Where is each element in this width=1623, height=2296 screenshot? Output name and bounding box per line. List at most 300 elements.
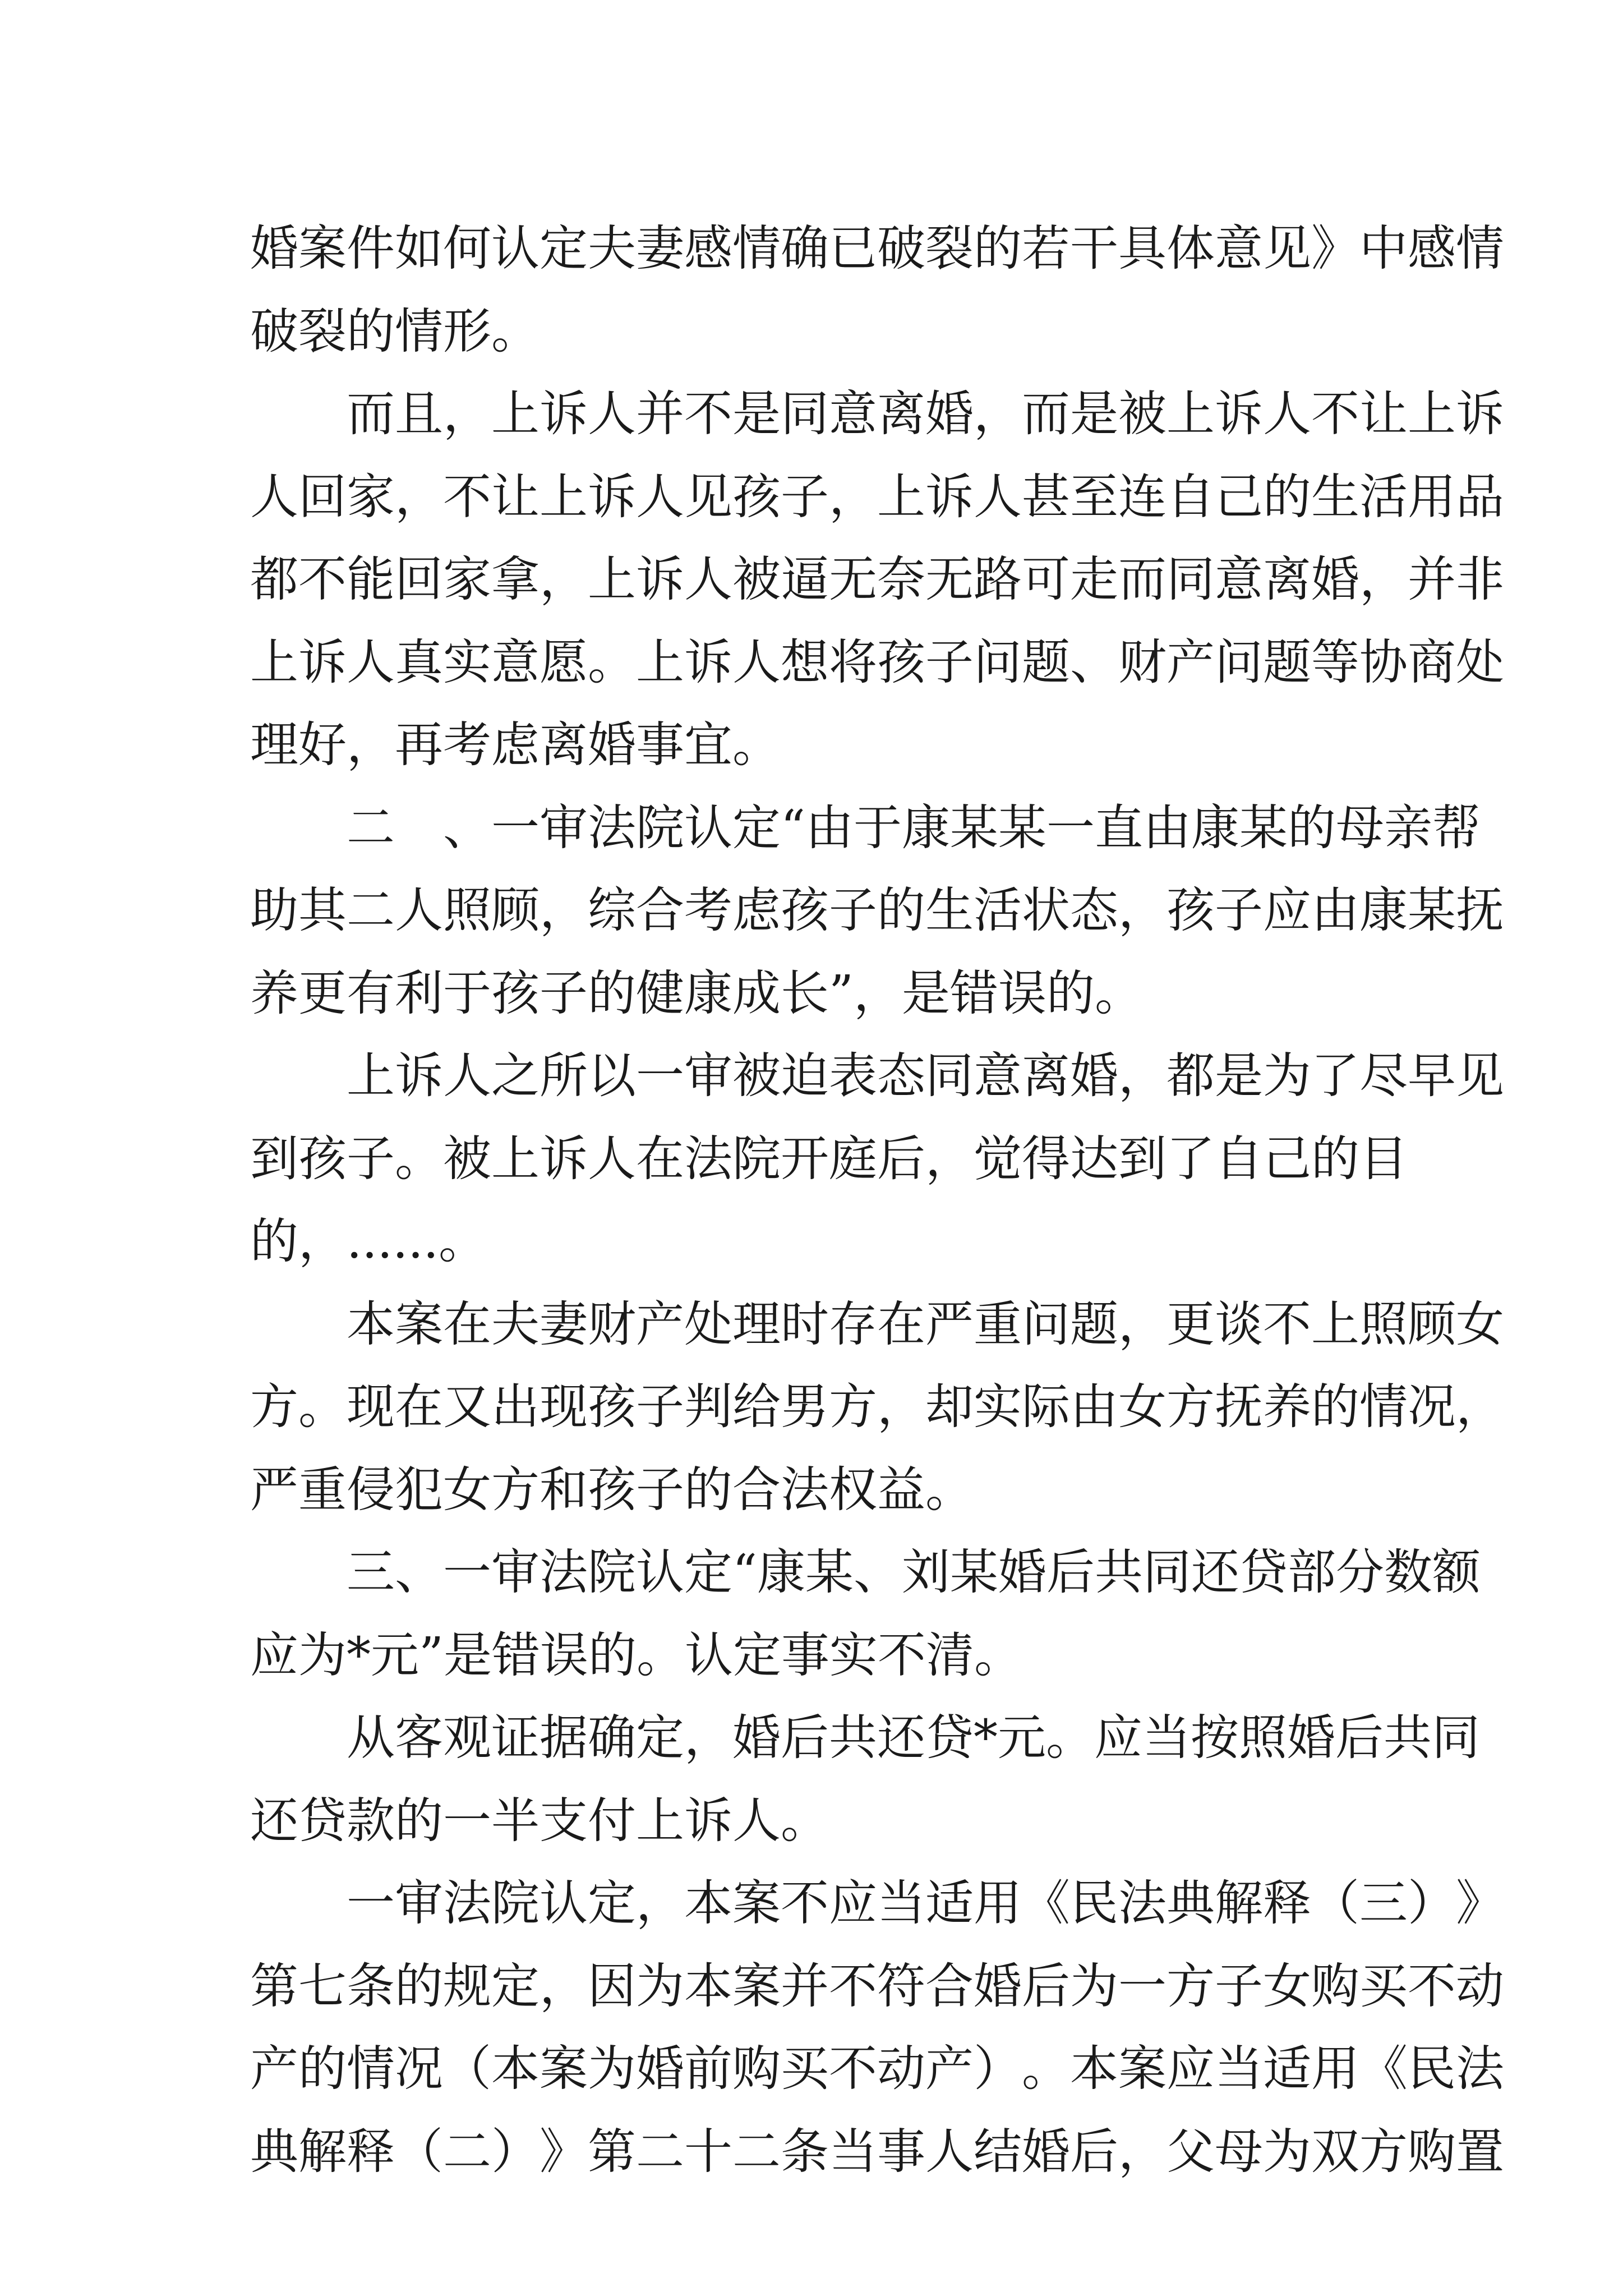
glyph: 态 xyxy=(877,1048,925,1104)
glyph: 甚 xyxy=(1022,468,1070,525)
glyph: 人 xyxy=(347,634,395,691)
text-line xyxy=(250,373,1504,456)
glyph: 考 xyxy=(684,882,732,938)
glyph: 动 xyxy=(1456,1958,1504,2014)
glyph: 活 xyxy=(974,882,1022,938)
glyph: 回 xyxy=(298,468,347,525)
glyph: 本 xyxy=(684,1958,732,2014)
text-line xyxy=(250,1862,1504,1945)
glyph: 一 xyxy=(443,1544,491,1600)
glyph: 况 xyxy=(395,2041,443,2097)
glyph: 动 xyxy=(877,2041,925,2097)
glyph: 额 xyxy=(1432,1544,1481,1600)
text-line xyxy=(250,2028,1504,2111)
glyph: 问 xyxy=(1022,1296,1070,1352)
glyph: ， xyxy=(1118,1296,1166,1352)
glyph: 女 xyxy=(1118,1379,1166,1435)
glyph: 孩 xyxy=(298,1130,347,1187)
glyph: 给 xyxy=(732,1379,781,1435)
text-line xyxy=(250,1035,1504,1118)
glyph: 适 xyxy=(925,1875,974,1931)
glyph: “ xyxy=(732,1544,757,1600)
glyph: 奈 xyxy=(877,551,925,608)
glyph: 证 xyxy=(491,1710,540,1766)
glyph: 孩 xyxy=(588,1379,636,1435)
glyph: 后 xyxy=(1022,1958,1070,2014)
glyph: 不 xyxy=(684,386,732,442)
glyph: 到 xyxy=(250,1130,298,1187)
glyph: 后 xyxy=(877,1130,925,1187)
glyph: 康 xyxy=(901,799,950,856)
glyph: 顾 xyxy=(491,882,540,938)
glyph: 本 xyxy=(347,1296,395,1352)
glyph: 当 xyxy=(1215,2041,1263,2097)
glyph: 孩 xyxy=(1166,882,1215,938)
glyph xyxy=(298,787,347,870)
glyph: 能 xyxy=(347,551,395,608)
glyph: 本 xyxy=(1070,2041,1118,2097)
glyph: 婚 xyxy=(250,220,298,277)
glyph: 表 xyxy=(829,1048,877,1104)
glyph: 民 xyxy=(1070,1875,1118,1931)
glyph: ， xyxy=(829,468,877,525)
glyph xyxy=(298,1862,347,1945)
glyph: 走 xyxy=(1070,551,1118,608)
glyph: 理 xyxy=(732,1296,781,1352)
glyph: 。 xyxy=(395,1130,443,1187)
glyph: ， xyxy=(540,1958,588,2014)
glyph: 购 xyxy=(1311,1958,1359,2014)
glyph xyxy=(395,787,443,870)
glyph: 诉 xyxy=(540,386,588,442)
glyph: 愿 xyxy=(540,634,588,691)
glyph: 二 xyxy=(347,882,395,938)
glyph: 第 xyxy=(250,1958,298,2014)
glyph: 购 xyxy=(1408,2123,1456,2180)
glyph: 照 xyxy=(1359,1296,1408,1352)
glyph: 方 xyxy=(1359,2123,1408,2180)
glyph: 。 xyxy=(1046,1710,1094,1766)
glyph: 用 xyxy=(974,1875,1022,1931)
glyph: 问 xyxy=(1215,634,1263,691)
glyph: 元 xyxy=(998,1710,1046,1766)
glyph: 子 xyxy=(925,634,974,691)
glyph: ， xyxy=(540,882,588,938)
glyph: 的 xyxy=(974,220,1022,277)
glyph: 真 xyxy=(395,634,443,691)
glyph: 从 xyxy=(347,1710,395,1766)
paragraph xyxy=(250,787,1504,1036)
glyph: 想 xyxy=(781,634,829,691)
glyph: 拿 xyxy=(491,551,540,608)
glyph: 由 xyxy=(1311,882,1359,938)
glyph: 后 xyxy=(781,1710,829,1766)
glyph: 定 xyxy=(491,1958,540,2014)
glyph: 又 xyxy=(443,1379,491,1435)
glyph: 干 xyxy=(1070,220,1118,277)
glyph: 婚 xyxy=(1070,1048,1118,1104)
glyph: 父 xyxy=(1166,2123,1215,2180)
glyph: 重 xyxy=(974,1296,1022,1352)
glyph: 上 xyxy=(877,468,925,525)
glyph: 虑 xyxy=(732,882,781,938)
glyph: 上 xyxy=(1408,386,1456,442)
glyph: 诉 xyxy=(588,468,636,525)
glyph: 不 xyxy=(1311,386,1359,442)
glyph: 二 xyxy=(636,2123,684,2180)
glyph: 逼 xyxy=(781,551,829,608)
glyph: 观 xyxy=(443,1710,491,1766)
glyph: 态 xyxy=(1070,882,1118,938)
glyph: 实 xyxy=(443,634,491,691)
glyph: 助 xyxy=(250,882,298,938)
glyph: 诉 xyxy=(636,551,684,608)
glyph: ， xyxy=(395,468,443,525)
glyph: 法 xyxy=(443,1875,491,1931)
glyph: 谈 xyxy=(1215,1296,1263,1352)
glyph: 其 xyxy=(298,882,347,938)
glyph: 将 xyxy=(829,634,877,691)
glyph: 现 xyxy=(540,1379,588,1435)
glyph: 院 xyxy=(491,1875,540,1931)
glyph: 无 xyxy=(829,551,877,608)
glyph xyxy=(250,373,298,456)
glyph: 母 xyxy=(1215,2123,1263,2180)
glyph: 意 xyxy=(974,1048,1022,1104)
glyph: 上 xyxy=(347,1048,395,1104)
glyph: 。 xyxy=(298,1379,347,1435)
glyph: 可 xyxy=(1022,551,1070,608)
text-line xyxy=(250,787,1481,870)
glyph: 典 xyxy=(1166,1875,1215,1931)
glyph: 适 xyxy=(1263,2041,1311,2097)
glyph: 存 xyxy=(829,1296,877,1352)
glyph: 上 xyxy=(1166,386,1215,442)
glyph: 案 xyxy=(732,1958,781,2014)
glyph xyxy=(298,1697,347,1780)
glyph: 何 xyxy=(443,220,491,277)
glyph: 人 xyxy=(588,386,636,442)
glyph: 合 xyxy=(636,882,684,938)
glyph: 体 xyxy=(1166,220,1215,277)
glyph xyxy=(298,1035,347,1118)
glyph: 人 xyxy=(443,1048,491,1104)
glyph: 方 xyxy=(829,1379,877,1435)
glyph: 子 xyxy=(781,468,829,525)
glyph: 应 xyxy=(829,1875,877,1931)
glyph: 共 xyxy=(1384,1710,1432,1766)
glyph: 。 xyxy=(588,634,636,691)
glyph: 买 xyxy=(781,2041,829,2097)
glyph: 题 xyxy=(1263,634,1311,691)
glyph: 确 xyxy=(781,220,829,277)
glyph: 而 xyxy=(347,386,395,442)
glyph: 是 xyxy=(1070,386,1118,442)
glyph: “ xyxy=(781,799,805,856)
glyph: 意 xyxy=(491,634,540,691)
glyph: ） xyxy=(491,2123,540,2180)
glyph: 自 xyxy=(1166,468,1215,525)
glyph: 婚 xyxy=(732,1710,781,1766)
glyph: 产 xyxy=(925,2041,974,2097)
glyph: 见 xyxy=(684,468,732,525)
glyph: 规 xyxy=(443,1958,491,2014)
glyph: 确 xyxy=(588,1710,636,1766)
glyph: 前 xyxy=(684,2041,732,2097)
glyph: 路 xyxy=(974,551,1022,608)
glyph: 某 xyxy=(949,799,998,856)
glyph: 定 xyxy=(636,1710,684,1766)
glyph: 家 xyxy=(443,551,491,608)
glyph: 尽 xyxy=(1359,1048,1408,1104)
glyph: 庭 xyxy=(829,1130,877,1187)
glyph: 同 xyxy=(1432,1710,1480,1766)
text-line xyxy=(250,1697,1480,1780)
glyph: 且 xyxy=(395,386,443,442)
glyph: 合 xyxy=(925,1958,974,2014)
glyph: 觉 xyxy=(974,1130,1022,1187)
glyph: 为 xyxy=(636,1958,684,2014)
glyph: 照 xyxy=(443,882,491,938)
glyph: 以 xyxy=(588,1048,636,1104)
glyph: 解 xyxy=(1215,1875,1263,1931)
glyph: 应 xyxy=(1166,2041,1215,2097)
glyph: 民 xyxy=(1408,2041,1456,2097)
glyph: 双 xyxy=(1311,2123,1359,2180)
glyph: 婚 xyxy=(1022,2123,1070,2180)
glyph: 协 xyxy=(1359,634,1408,691)
glyph: 的 xyxy=(1311,1130,1359,1187)
glyph: 还 xyxy=(1191,1544,1239,1600)
glyph: 应 xyxy=(1094,1710,1142,1766)
glyph: 目 xyxy=(1359,1130,1408,1187)
glyph: 离 xyxy=(877,386,925,442)
glyph: * xyxy=(974,1710,998,1766)
glyph: 三 xyxy=(347,1544,395,1600)
glyph: 当 xyxy=(829,2123,877,2180)
glyph: 情 xyxy=(732,220,781,277)
glyph: 人 xyxy=(1263,386,1311,442)
glyph: 离 xyxy=(1022,1048,1070,1104)
glyph: 并 xyxy=(1408,551,1456,608)
glyph: 案 xyxy=(1118,2041,1166,2097)
glyph: 如 xyxy=(395,220,443,277)
paragraph xyxy=(250,1697,1480,1862)
text-line xyxy=(250,869,1504,953)
glyph: 后 xyxy=(1046,1544,1095,1600)
glyph: 的 xyxy=(1263,468,1311,525)
glyph: 被 xyxy=(732,551,781,608)
glyph: 养 xyxy=(1263,1379,1311,1435)
glyph: 上 xyxy=(491,386,540,442)
glyph: 方 xyxy=(1166,1379,1215,1435)
glyph: 本 xyxy=(491,2041,540,2097)
glyph: 上 xyxy=(1311,1296,1359,1352)
glyph: 在 xyxy=(395,1379,443,1435)
glyph: 《 xyxy=(1359,2041,1408,2097)
glyph xyxy=(250,787,298,870)
glyph: 诉 xyxy=(540,1130,588,1187)
glyph: 实 xyxy=(974,1379,1022,1435)
glyph: ， xyxy=(925,1130,974,1187)
glyph: 产 xyxy=(636,1296,684,1352)
glyph: 一 xyxy=(1118,1958,1166,2014)
glyph xyxy=(298,1531,347,1614)
glyph: 见 xyxy=(1456,1048,1504,1104)
glyph: 子 xyxy=(1215,882,1263,938)
glyph: 一 xyxy=(491,799,540,856)
glyph: 抚 xyxy=(1215,1379,1263,1435)
glyph: 生 xyxy=(1311,468,1359,525)
glyph: 上 xyxy=(540,468,588,525)
glyph: 释 xyxy=(347,2123,395,2180)
glyph: 而 xyxy=(1118,551,1166,608)
glyph: 还 xyxy=(877,1710,925,1766)
glyph: 财 xyxy=(1118,634,1166,691)
glyph xyxy=(250,1531,298,1614)
glyph xyxy=(250,1283,298,1366)
text-line xyxy=(250,1366,1504,1449)
glyph: 品 xyxy=(1456,468,1504,525)
glyph: 己 xyxy=(1215,468,1263,525)
glyph: 不 xyxy=(443,468,491,525)
glyph: 让 xyxy=(491,468,540,525)
glyph: ， xyxy=(1118,2123,1166,2180)
glyph: 、 xyxy=(443,799,491,856)
glyph: 当 xyxy=(1142,1710,1191,1766)
glyph: 二 xyxy=(732,2123,781,2180)
glyph: 典 xyxy=(250,2123,298,2180)
glyph: 是 xyxy=(732,386,781,442)
glyph: 为 xyxy=(1263,1048,1311,1104)
glyph: 问 xyxy=(974,634,1022,691)
glyph: ， xyxy=(877,1379,925,1435)
glyph: 由 xyxy=(1070,1379,1118,1435)
glyph: 意 xyxy=(1215,220,1263,277)
glyph: 第 xyxy=(588,2123,636,2180)
glyph: 到 xyxy=(1118,1130,1166,1187)
glyph: ， xyxy=(1456,1379,1504,1435)
text-line xyxy=(250,456,1504,539)
glyph: 审 xyxy=(395,1875,443,1931)
text-line: 严重侵犯女方和孩子的合法权益。 xyxy=(250,1461,974,1518)
glyph: 被 xyxy=(732,1048,781,1104)
glyph: 现 xyxy=(347,1379,395,1435)
glyph xyxy=(298,1283,347,1366)
glyph: 件 xyxy=(347,220,395,277)
glyph: 二 xyxy=(443,2123,491,2180)
glyph: 、 xyxy=(853,1544,902,1600)
glyph: 条 xyxy=(347,1958,395,2014)
glyph: 而 xyxy=(1022,386,1070,442)
glyph: 的 xyxy=(877,882,925,938)
glyph: 男 xyxy=(781,1379,829,1435)
paragraph xyxy=(250,208,1504,373)
glyph: （ xyxy=(1311,1875,1359,1931)
glyph: 人 xyxy=(974,468,1022,525)
glyph: 产 xyxy=(1166,634,1215,691)
glyph: 己 xyxy=(1263,1130,1311,1187)
glyph: 非 xyxy=(1456,551,1504,608)
text-line xyxy=(250,2111,1504,2194)
glyph: 回 xyxy=(395,551,443,608)
glyph: 在 xyxy=(877,1296,925,1352)
glyph: 认 xyxy=(636,1544,684,1600)
glyph: 所 xyxy=(540,1048,588,1104)
glyph xyxy=(250,1862,298,1945)
glyph: 家 xyxy=(347,468,395,525)
glyph: 诉 xyxy=(1215,386,1263,442)
glyph: 已 xyxy=(829,220,877,277)
glyph: 》 xyxy=(1456,1875,1504,1931)
glyph: 孩 xyxy=(732,468,781,525)
glyph: 贷 xyxy=(1239,1544,1288,1600)
text-line: 应为*元”是错误的。认定事实不清。 xyxy=(250,1627,1022,1683)
glyph: 。 xyxy=(1022,2041,1070,2097)
glyph: 定 xyxy=(684,1544,732,1600)
glyph: 某 xyxy=(998,799,1046,856)
glyph: 院 xyxy=(636,799,684,856)
glyph: 情 xyxy=(1359,1379,1408,1435)
glyph: 感 xyxy=(684,220,732,277)
glyph: ， xyxy=(1118,1048,1166,1104)
glyph: 贷 xyxy=(925,1710,974,1766)
glyph: 审 xyxy=(540,799,588,856)
glyph: 人 xyxy=(588,1130,636,1187)
glyph: 同 xyxy=(781,386,829,442)
glyph: 时 xyxy=(781,1296,829,1352)
glyph: 事 xyxy=(877,2123,925,2180)
glyph: 并 xyxy=(636,386,684,442)
glyph: 买 xyxy=(1359,1958,1408,2014)
glyph: 处 xyxy=(1456,634,1504,691)
glyph: 直 xyxy=(1094,799,1143,856)
glyph: 解 xyxy=(298,2123,347,2180)
glyph: 处 xyxy=(684,1296,732,1352)
glyph: 帮 xyxy=(1432,799,1481,856)
glyph: 后 xyxy=(1335,1710,1384,1766)
glyph: 定 xyxy=(732,799,781,856)
glyph: 康 xyxy=(1191,799,1239,856)
glyph: 一 xyxy=(636,1048,684,1104)
glyph: 方 xyxy=(1166,1958,1215,2014)
text-line xyxy=(250,1531,1481,1614)
glyph: 后 xyxy=(1070,2123,1118,2180)
glyph: 生 xyxy=(925,882,974,938)
paragraph xyxy=(250,373,1504,787)
glyph: 让 xyxy=(1359,386,1408,442)
glyph: 、 xyxy=(395,1544,443,1600)
glyph: 的 xyxy=(395,1958,443,2014)
glyph: 于 xyxy=(853,799,902,856)
glyph: ， xyxy=(974,386,1022,442)
glyph: 婚 xyxy=(636,2041,684,2097)
glyph: 判 xyxy=(684,1379,732,1435)
glyph: 案 xyxy=(298,220,347,277)
glyph: 际 xyxy=(1022,1379,1070,1435)
glyph: 离 xyxy=(1263,551,1311,608)
glyph: 由 xyxy=(1142,799,1191,856)
glyph: 一 xyxy=(1046,799,1095,856)
glyph: 据 xyxy=(540,1710,588,1766)
glyph: 应 xyxy=(1263,882,1311,938)
text-line: 养更有利于孩子的健康成长”，是错误的。 xyxy=(250,965,1143,1022)
glyph: 为 xyxy=(1263,2123,1311,2180)
glyph: 妻 xyxy=(540,1296,588,1352)
glyph: 不 xyxy=(829,2041,877,2097)
glyph: 某 xyxy=(805,1544,854,1600)
glyph: 自 xyxy=(1215,1130,1263,1187)
